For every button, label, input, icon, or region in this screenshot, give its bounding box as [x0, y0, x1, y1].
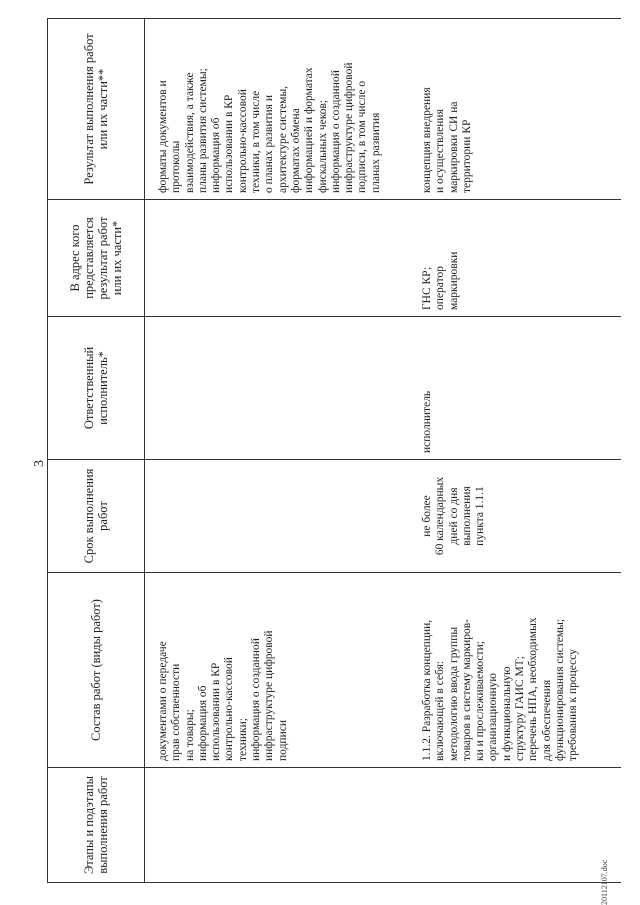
text-line: требования к процессу — [567, 649, 580, 761]
cell-executor: исполнитель — [413, 317, 621, 460]
text-line: структуру ГАИС МТ; — [514, 656, 527, 761]
text-line: техники, в том числе — [250, 90, 263, 193]
text-line: концепция внедрения — [421, 87, 433, 193]
header-executor: Ответственный исполнитель* — [48, 317, 145, 460]
table-row — [413, 19, 621, 883]
cell-deadline — [413, 460, 621, 573]
text-line: о планах развития и — [263, 95, 276, 193]
text-line: планах развития — [369, 112, 382, 193]
text-line: 1.1.2. Разработка концепции, — [421, 619, 433, 761]
text-line: и осуществления — [434, 109, 447, 193]
work-plan-table — [47, 18, 621, 883]
text-line: для обеспечения — [540, 679, 553, 761]
text-line: подписи, в том числе о — [356, 80, 369, 193]
cell-deadline — [145, 460, 414, 573]
text-line: протоколы — [170, 140, 183, 193]
table-header-row — [48, 19, 145, 883]
text-line: и функциональную — [500, 666, 513, 761]
text-line: информация об — [210, 117, 223, 193]
text-line: инфраструктуре цифровой — [263, 630, 276, 761]
text-line: информация о созданной — [329, 70, 342, 193]
text-line: дней со дня — [447, 487, 460, 545]
text-line: архитектуре системы, — [276, 85, 289, 193]
text-line: методологию ввода группы — [447, 626, 460, 761]
text-line: форматы документов и — [157, 80, 169, 193]
text-line: форматах обмена — [289, 108, 302, 193]
text-line: планы развития системы; — [196, 68, 209, 193]
text-line: маркировки СИ на — [447, 101, 460, 193]
text-line: на товары; — [183, 709, 196, 761]
text-line: информация о созданной — [250, 638, 263, 761]
text-line: информация об — [196, 685, 209, 761]
page-number: 3 — [32, 460, 47, 467]
header-result: Результат выполнения работ или их части** — [48, 19, 145, 200]
header-stages: Этапы и подэтапы выполнения работ — [48, 768, 145, 883]
text-line: функционирования системы; — [553, 618, 566, 761]
text-line: территории КР — [460, 119, 473, 193]
text-line: контрольно-кассовой — [223, 657, 236, 761]
text-line: организационную — [487, 673, 500, 761]
text-line: выполнения — [460, 486, 473, 546]
cell-executor — [145, 317, 414, 460]
header-deadline: Срок выполнения работ — [48, 460, 145, 573]
text-line: не более — [421, 495, 433, 537]
text-line: включающей в себя: — [434, 660, 447, 761]
text-line: ки и прослеживаемости; — [474, 641, 487, 761]
cell-stage — [145, 768, 414, 883]
cell-result — [413, 19, 621, 200]
text-line: использовании в КР — [210, 662, 223, 761]
text-line: 60 календарных — [434, 476, 447, 556]
cell-stage — [413, 768, 621, 883]
header-composition: Состав работ (виды работ) — [48, 573, 145, 768]
text-line: маркировки — [447, 251, 460, 310]
text-line: товаров в систему маркиров- — [460, 618, 473, 761]
text-line: взаимодействия, а также — [183, 72, 196, 193]
table-row — [145, 19, 414, 883]
cell-composition — [145, 573, 414, 768]
text-line: перечень НПА, необходимых — [527, 617, 540, 761]
text-line: ГНС КР; — [421, 266, 433, 310]
text-line: информацией и форматах — [303, 67, 316, 193]
text-line: подписи — [276, 720, 289, 761]
text-line: использовании в КР — [223, 94, 236, 193]
text-line: пункта 1.1.1 — [474, 486, 487, 546]
text-line: техники; — [236, 718, 249, 761]
text-line: фискальных чеков; — [316, 99, 329, 193]
text-line: оператор — [434, 266, 447, 310]
footer-file-code: 20112107.doc — [600, 859, 609, 905]
cell-recipient — [413, 200, 621, 317]
text-line: документами о передаче — [157, 641, 169, 761]
text-line: инфраструктуре цифровой — [343, 62, 356, 193]
cell-result — [145, 19, 414, 200]
text-line: контрольно-кассовой — [236, 89, 249, 193]
cell-recipient — [145, 200, 414, 317]
cell-composition — [413, 573, 621, 768]
text-line: прав собственности — [170, 663, 183, 761]
header-recipient: В адрес кого представляется результат работ или их части* — [48, 200, 145, 317]
